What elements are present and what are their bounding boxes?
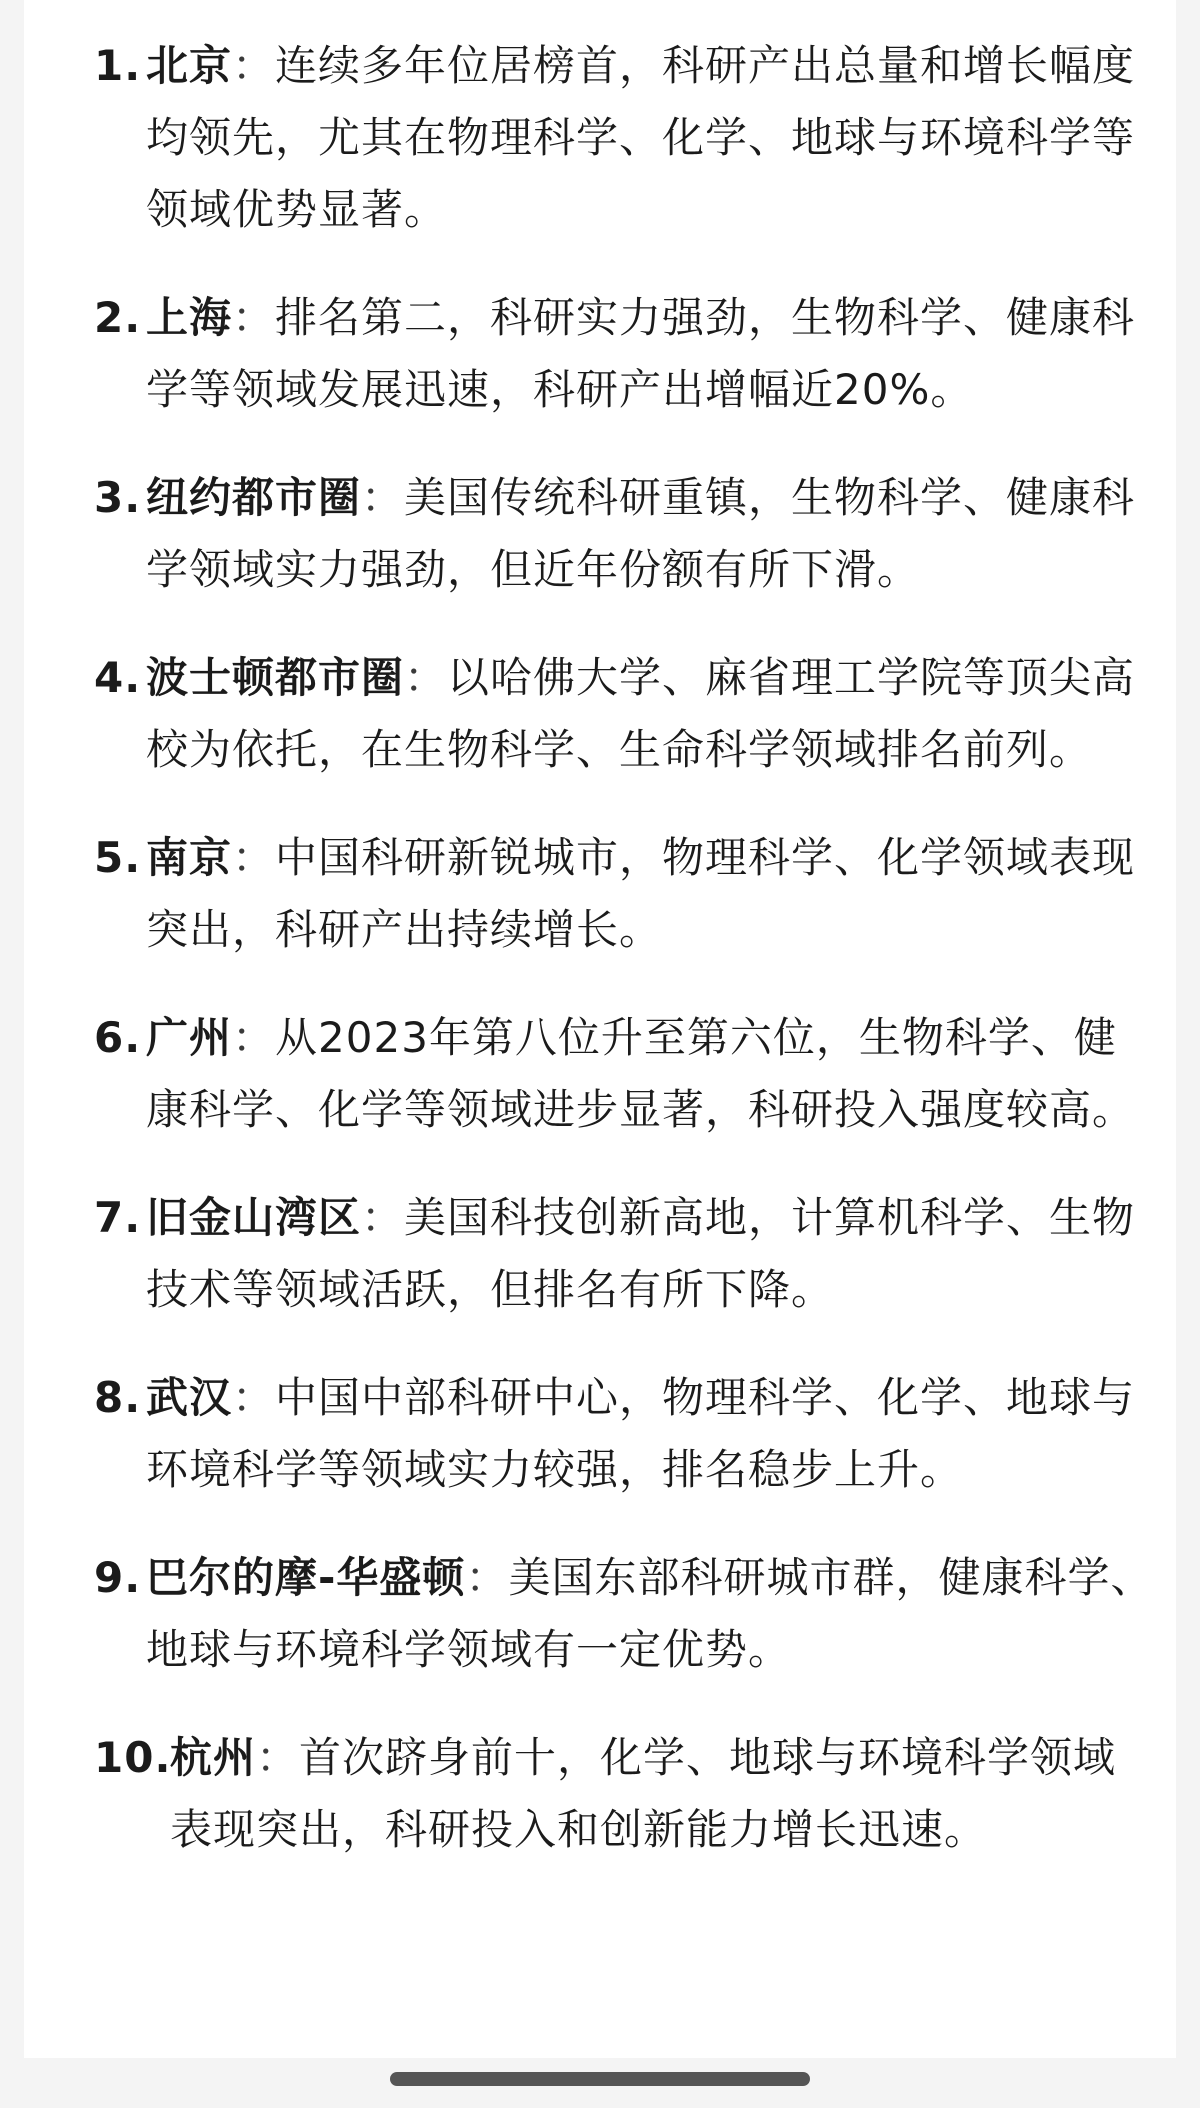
list-item (94, 1362, 1154, 1506)
city-name: 北京 (146, 41, 233, 90)
item-description: 美国科技创新高地，计算机科学、生物技术等领域活跃，但排名有所下降。 (146, 1193, 1136, 1314)
list-item (94, 822, 1154, 966)
city-name: 旧金山湾区 (146, 1193, 362, 1242)
list-item (94, 642, 1154, 786)
separator: ： (361, 473, 405, 522)
item-description: 中国中部科研中心，物理科学、化学、地球与环境科学等领域实力较强，排名稳步上升。 (146, 1373, 1136, 1494)
list-item (94, 1542, 1154, 1686)
item-number: 4. (94, 653, 142, 702)
separator: ： (465, 1553, 509, 1602)
separator: ： (232, 833, 276, 882)
item-description: 首次跻身前十，化学、地球与环境科学领域表现突出，科研投入和创新能力增长迅速。 (170, 1733, 1117, 1854)
item-description: 排名第二，科研实力强劲，生物科学、健康科学等领域发展迅速，科研产出增幅近20%。 (146, 293, 1136, 414)
item-number: 1. (94, 41, 142, 90)
item-description: 以哈佛大学、麻省理工学院等顶尖高校为依托，在生物科学、生命科学领域排名前列。 (146, 653, 1136, 774)
city-name: 杭州 (170, 1733, 257, 1782)
item-number: 10. (94, 1733, 172, 1782)
city-name: 纽约都市圈 (146, 473, 362, 522)
list-item (94, 1182, 1154, 1326)
separator: ： (256, 1733, 300, 1782)
list-item (94, 462, 1154, 606)
list-item (94, 30, 1154, 246)
item-number: 8. (94, 1373, 142, 1422)
city-name: 武汉 (146, 1373, 233, 1422)
city-name: 南京 (146, 833, 233, 882)
item-description: 连续多年位居榜首，科研产出总量和增长幅度均领先，尤其在物理科学、化学、地球与环境科学等领域优势显著。 (146, 41, 1136, 234)
item-number: 3. (94, 473, 142, 522)
item-number: 5. (94, 833, 142, 882)
item-number: 7. (94, 1193, 142, 1242)
list-item (94, 1002, 1154, 1146)
item-number: 2. (94, 293, 142, 342)
list-item (94, 282, 1154, 426)
city-name: 巴尔的摩-华盛顿 (146, 1553, 466, 1602)
item-description: 美国传统科研重镇，生物科学、健康科学领域实力强劲，但近年份额有所下滑。 (146, 473, 1136, 594)
separator: ： (232, 41, 276, 90)
separator: ： (232, 1013, 276, 1062)
content-card (24, 0, 1176, 2058)
item-number: 6. (94, 1013, 142, 1062)
home-indicator-bar[interactable] (390, 2072, 810, 2086)
item-description: 从2023年第八位升至第六位，生物科学、健康科学、化学等领域进步显著，科研投入强度较高。 (146, 1013, 1136, 1134)
city-name: 广州 (146, 1013, 233, 1062)
item-description: 中国科研新锐城市，物理科学、化学领域表现突出，科研产出持续增长。 (146, 833, 1136, 954)
item-number: 9. (94, 1553, 142, 1602)
separator: ： (361, 1193, 405, 1242)
separator: ： (404, 653, 448, 702)
city-name: 波士顿都市圈 (146, 653, 405, 702)
city-ranking-list (94, 30, 1154, 1902)
separator: ： (232, 1373, 276, 1422)
city-name: 上海 (146, 293, 233, 342)
list-item (94, 1722, 1154, 1866)
separator: ： (232, 293, 276, 342)
item-description: 美国东部科研城市群，健康科学、地球与环境科学领域有一定优势。 (146, 1553, 1154, 1674)
